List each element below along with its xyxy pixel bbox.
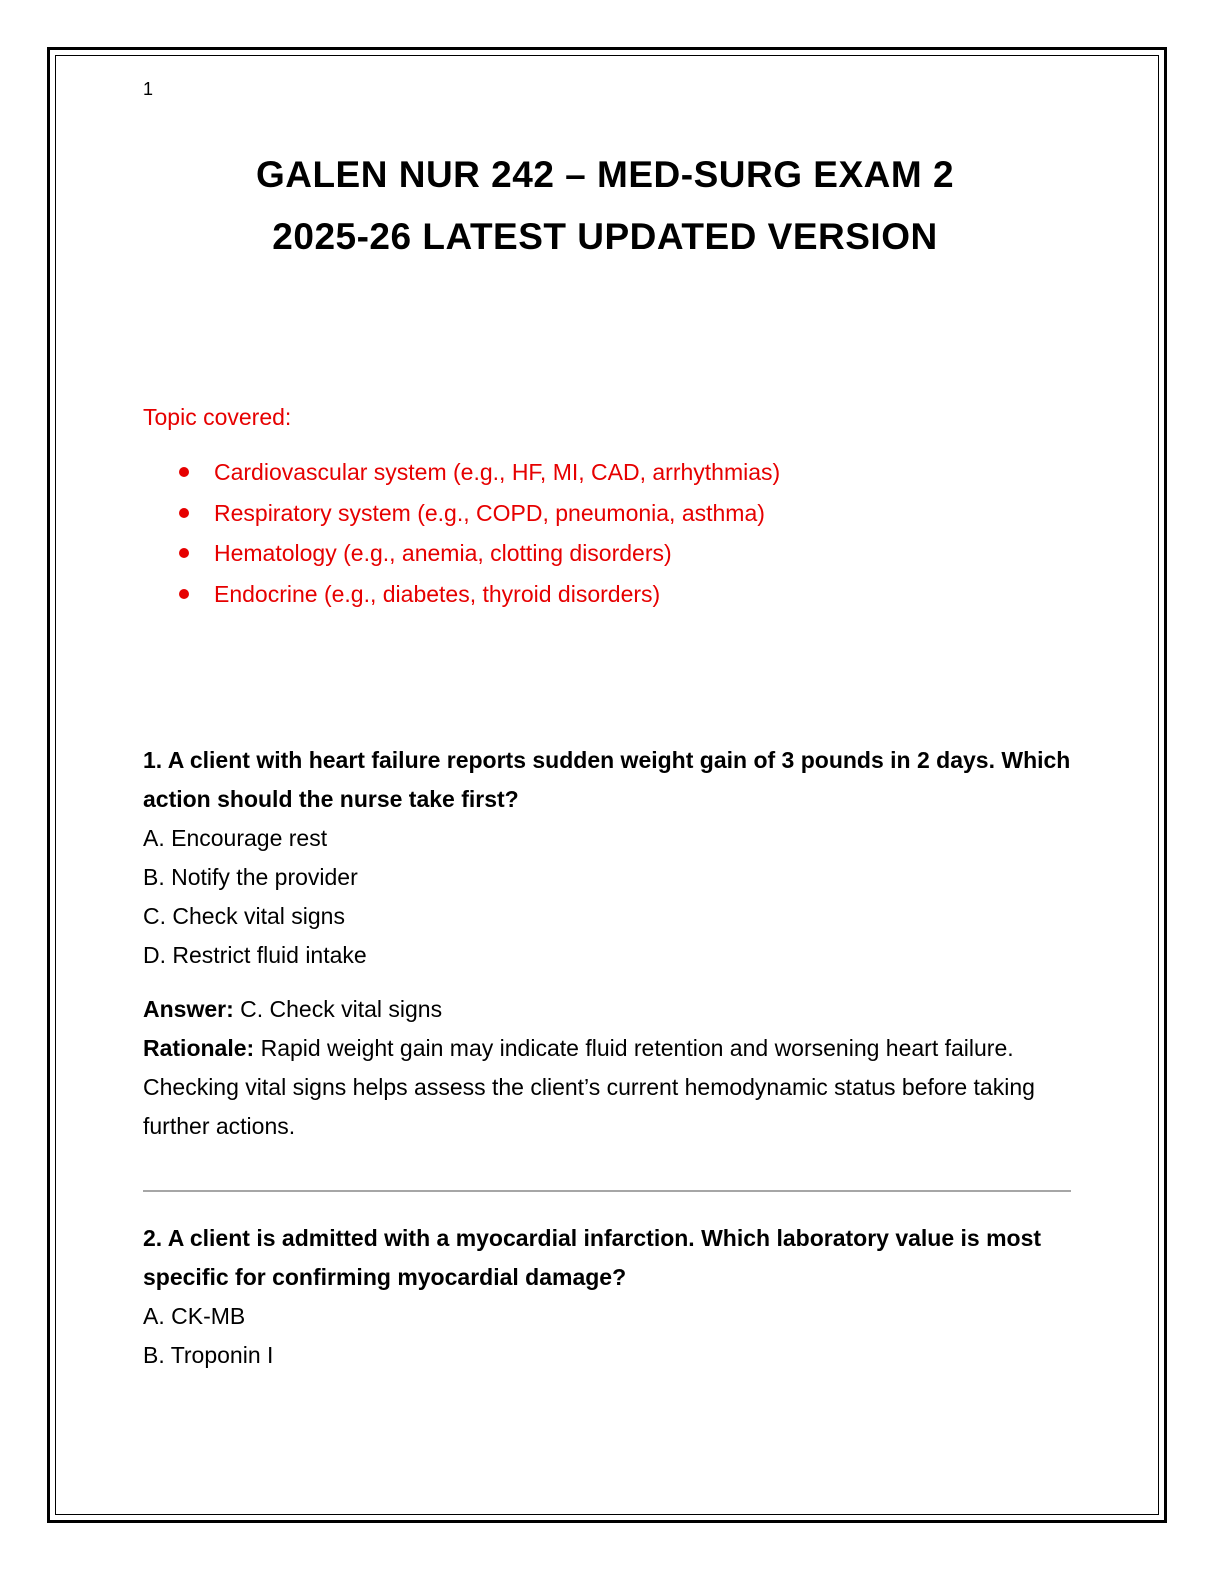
bullet-icon [179,467,189,477]
rationale-label: Rationale: [143,1035,255,1061]
bullet-icon [179,548,189,558]
question-1-answer-block [143,990,1073,1146]
question-1-option-d: D. Restrict fluid intake [143,942,367,968]
question-2 [143,1219,1073,1375]
document-title-line-1: GALEN NUR 242 – MED-SURG EXAM 2 [255,154,955,195]
question-1-option-c: C. Check vital signs [143,903,345,929]
question-1-text: 1. A client with heart failure reports sudden weight gain of 3 pounds in 2 days. Which action should the nurse take first? [143,747,1071,812]
topic-label: Endocrine (e.g., diabetes, thyroid disorders) [214,580,661,607]
document-title-line-2: 2025-26 LATEST UPDATED VERSION [272,216,938,257]
topic-list [143,458,780,620]
bullet-icon [179,589,189,599]
question-divider [143,1190,1071,1192]
topic-label: Respiratory system (e.g., COPD, pneumonia, asthma) [214,499,765,526]
topic-label: Cardiovascular system (e.g., HF, MI, CAD, arrhythmias) [214,459,781,485]
answer-label: Answer: [143,996,234,1022]
topic-item [143,539,780,580]
topic-item [143,580,780,621]
topic-item [143,458,780,499]
question-1 [143,741,1073,1146]
question-2-option-a: A. CK-MB [143,1303,246,1329]
rationale-text: Rapid weight gain may indicate fluid retention and worsening heart failure. Checking vital signs helps assess the client’s current hemodynamic status before taking further actions. [143,1035,1035,1139]
question-2-text: 2. A client is admitted with a myocardial infarction. Which laboratory value is most specific for confirming myocardial damage? [143,1225,1042,1290]
question-1-option-a: A. Encourage rest [143,825,328,851]
topics-heading: Topic covered: [143,404,292,430]
bullet-icon [179,508,189,518]
question-1-option-b: B. Notify the provider [143,864,358,890]
question-2-option-b: B. Troponin I [143,1342,274,1368]
topic-item [143,499,780,540]
topic-label: Hematology (e.g., anemia, clotting disorders) [214,540,672,566]
page-number: 1 [143,79,154,99]
question-1-answer [143,990,1073,1029]
question-1-rationale [143,1029,1073,1146]
answer-value: C. Check vital signs [233,996,443,1022]
